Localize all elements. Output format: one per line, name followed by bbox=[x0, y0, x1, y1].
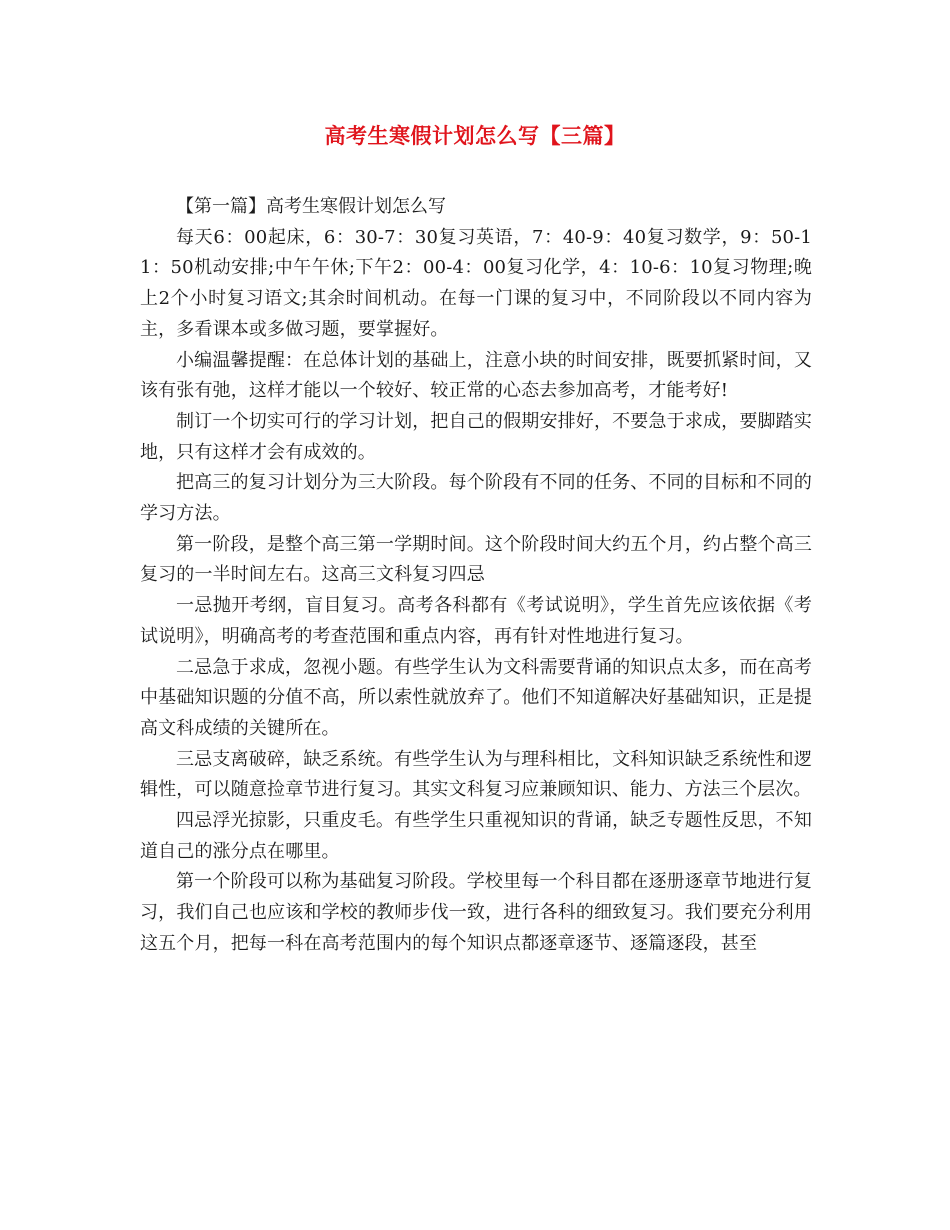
paragraph-taboo-two: 二忌急于求成，忽视小题。有些学生认为文科需要背诵的知识点太多，而在高考中基础知识题的分值不高，所以索性就放弃了。他们不知道解决好基础知识，正是提高文科成绩的关键所在。 bbox=[140, 656, 812, 739]
paragraph-editor-tip: 小编温馨提醒：在总体计划的基础上，注意小块的时间安排，既要抓紧时间，又该有张有弛，这样才能以一个较好、较正常的心态去参加高考，才能考好! bbox=[140, 349, 812, 402]
paragraph-make-plan: 制订一个切实可行的学习计划，把自己的假期安排好，不要急于求成，要脚踏实地，只有这样才会有成效的。 bbox=[140, 410, 812, 463]
paragraph-schedule: 每天6：00起床，6：30-7：30复习英语，7：40-9：40复习数学，9：50-11：50机动安排;中午午休;下午2：00-4：00复习化学，4：10-6：10复习物理;晚上2个小时复习语文;其余时间机动。在每一门课的复习中，不同阶段以不同内容为主，多看课本或多做习题，要掌握好。 bbox=[140, 226, 812, 340]
section-heading: 【第一篇】高考生寒假计划怎么写 bbox=[176, 196, 446, 217]
document-body bbox=[140, 192, 812, 960]
paragraph-three-stages: 把高三的复习计划分为三大阶段。每个阶段有不同的任务、不同的目标和不同的学习方法。 bbox=[140, 472, 812, 525]
paragraph-basic-review: 第一个阶段可以称为基础复习阶段。学校里每一个科目都在逐册逐章节地进行复习，我们自己也应该和学校的教师步伐一致，进行各科的细致复习。我们要充分利用这五个月，把每一科在高考范围内的每个知识点都逐章逐节、逐篇逐段，甚至 bbox=[140, 871, 812, 954]
paragraph-taboo-three: 三忌支离破碎，缺乏系统。有些学生认为与理科相比，文科知识缺乏系统性和逻辑性，可以随意捡章节进行复习。其实文科复习应兼顾知识、能力、方法三个层次。 bbox=[140, 748, 812, 801]
paragraph-first-stage: 第一阶段，是整个高三第一学期时间。这个阶段时间大约五个月，约占整个高三复习的一半时间左右。这高三文科复习四忌 bbox=[140, 533, 812, 586]
paragraph-taboo-four: 四忌浮光掠影，只重皮毛。有些学生只重视知识的背诵，缺乏专题性反思，不知道自己的涨分点在哪里。 bbox=[140, 810, 812, 862]
paragraph-taboo-one: 一忌抛开考纲，盲目复习。高考各科都有《考试说明》，学生首先应该依据《考试说明》，明确高考的考查范围和重点内容，再有针对性地进行复习。 bbox=[140, 595, 812, 647]
document-title: 高考生寒假计划怎么写【三篇】 bbox=[324, 123, 626, 148]
